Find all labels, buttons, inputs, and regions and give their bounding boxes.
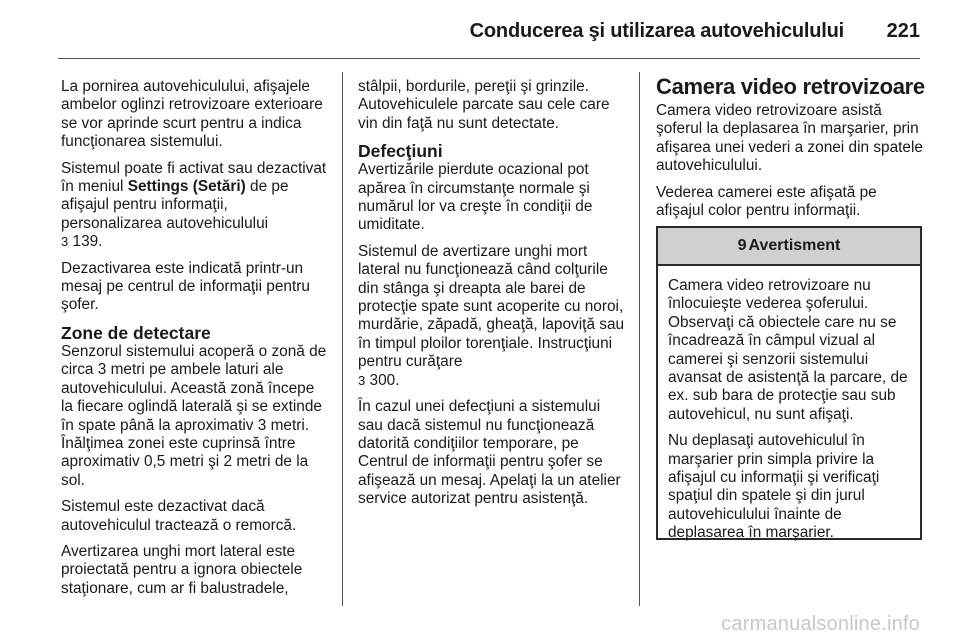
page-reference-arrow-icon: 3	[358, 372, 366, 388]
column-divider-2	[639, 72, 640, 606]
page-header-title: Conducerea şi utilizarea autovehiculului	[469, 20, 844, 42]
col2-paragraph-3	[358, 243, 626, 390]
col2-paragraph-4: În cazul unei defecţiuni a sistemului sau dacă sistemul nu funcţionează datorită condiţiilor temporare, pe Centrul de informaţii pentru şofer se afişează un mesaj. Apelaţi la un atelier service autorizat pentru asistenţă.	[358, 398, 621, 508]
col2-paragraph-2: Avertizările pierdute ocazional pot apărea în circumstanţe normale şi numărul lor va creşte în condiţii de umiditate.	[358, 161, 593, 234]
page-reference-arrow-icon: 3	[61, 234, 69, 250]
page-number: 221	[886, 20, 920, 42]
page-reference: 300.	[365, 371, 400, 389]
warning-body	[658, 266, 920, 543]
col3-paragraph-1: Camera video retrovizoare asistă şoferul la deplasarea în marşarier, prin afişarea unei vederi a zonei din spatele autovehiculului.	[656, 102, 923, 175]
column-1	[61, 78, 329, 606]
section-heading-faults: Defecţiuni	[358, 141, 443, 162]
col1-paragraph-4: Senzorul sistemului acoperă o zonă de circa 3 metri pe ambele laturi ale autovehiculului. Această zonă începe la fiecare oglindă laterală şi se extinde în spate până la aproximativ 3 metri. Înălţimea zonei este cuprinsă între aproximativ 0,5 metri şi 2 metri de la sol.	[61, 342, 327, 489]
col1-paragraph-3: Dezactivarea este indicată printr-un mesaj pe centrul de informaţii pentru şofer.	[61, 259, 310, 314]
watermark: carmanualsonline.info	[721, 613, 920, 635]
col1-p2-text-b: de pe afişajul pentru informaţii, personalizarea autovehiculului	[61, 178, 289, 232]
col1-paragraph-6: Avertizarea unghi mort lateral este proiectată pentru a ignora obiectele staţionare, cum ar fi balustradele,	[61, 542, 303, 597]
section-heading-detection-zones: Zone de detectare	[61, 322, 211, 343]
col2-p3-text: Sistemul de avertizare unghi mort lateral nu funcţionează când colţurile din stânga şi dreapta ale barei de protecţie spate sunt acoperite cu noroi, murdărie, zăpadă, gheaţă, lapoviţă sau în timpul ploilor torenţiale. Instrucţiuni pentru curăţare	[358, 242, 625, 371]
col1-p2-text-a: Sistemul poate fi activat sau dezactivat în meniul	[61, 159, 327, 196]
column-divider-1	[342, 72, 343, 606]
settings-menu-reference: Settings (Setări)	[127, 178, 246, 196]
warning-header	[658, 228, 920, 266]
warning-title: Avertisment	[748, 237, 841, 254]
col1-paragraph-2	[61, 160, 329, 252]
column-3	[656, 74, 925, 228]
col1-paragraph-5: Sistemul este dezactivat dacă autovehiculul tractează o remorcă.	[61, 498, 297, 534]
column-2	[358, 78, 626, 517]
col3-paragraph-2: Vederea camerei este afişată pe afişajul color pentru informaţii.	[656, 183, 877, 220]
col2-paragraph-1: stâlpii, bordurile, pereţii şi grinzile. Autovehiculele parcate sau cele care vin din faţă nu sunt detectate.	[358, 78, 610, 132]
warning-paragraph-2: Nu deplasaţi autovehiculul în marşarier prin simpla privire la afişajul cu informaţii şi verificaţi spaţiul din spatele şi din jurul autovehiculului înainte de deplasarea în marşarier.	[668, 432, 880, 542]
header-divider	[58, 58, 920, 59]
warning-paragraph-1: Camera video retrovizoare nu înlocuieşte vederea şoferului. Observaţi că obiectele care nu se încadrează în câmpul vizual al camerei şi senzorii sistemului avansat de asistenţă la parcare, de ex. sub bara de protecţie sau sub autovehicul, nu sunt afişaţi.	[668, 277, 908, 423]
section-heading-rear-camera: Camera video retrovizoare	[656, 74, 925, 99]
warning-triangle-icon: 9	[737, 237, 747, 254]
page-reference: 139.	[68, 233, 103, 251]
warning-box	[656, 226, 922, 540]
col1-paragraph-1: La pornirea autovehiculului, afişajele ambelor oglinzi retrovizoare exterioare se vor aprinde scurt pentru a indica funcţionarea sistemului.	[61, 78, 323, 151]
